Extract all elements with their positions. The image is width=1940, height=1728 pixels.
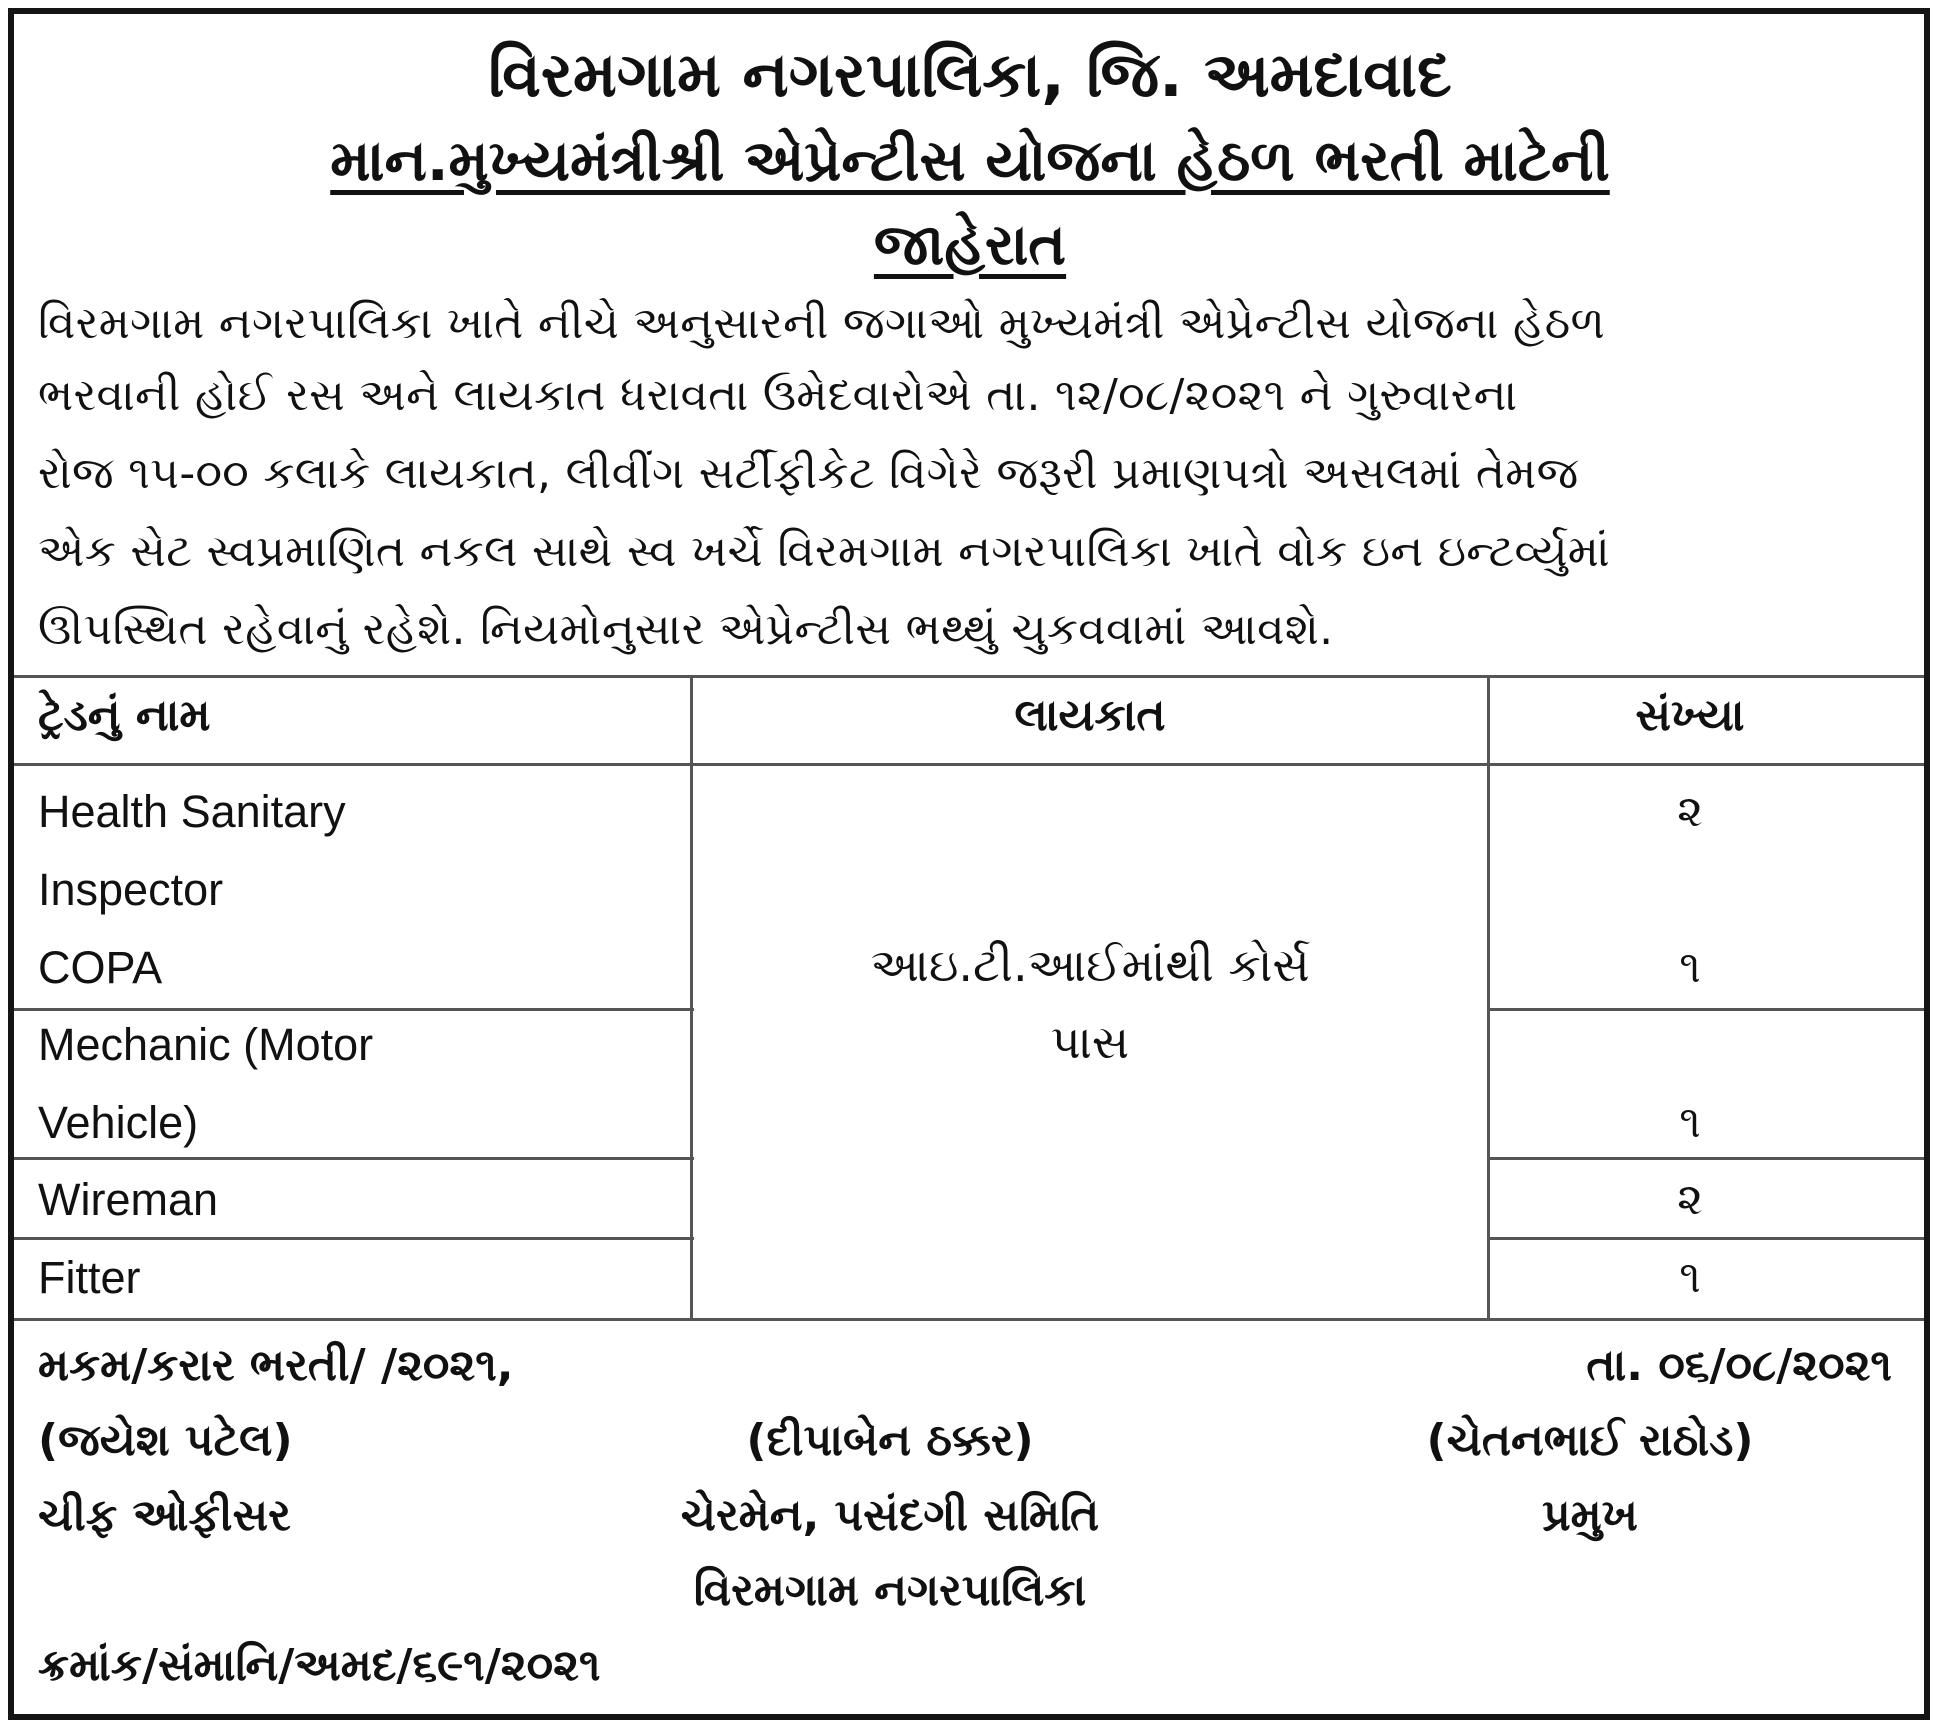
- trade-name: Health Sanitary: [38, 786, 346, 837]
- reference-number: મકમ/કરાર ભરતી/ /૨૦૨૧,: [38, 1340, 514, 1391]
- table-column-rule: [1487, 675, 1490, 1321]
- table-row-rule: [14, 1008, 694, 1011]
- qualification-text: આઇ.ટી.આઈમાંથી કોર્સ: [870, 938, 1310, 992]
- signatory-title-president: પ્રમુખ: [1542, 1490, 1638, 1541]
- vacancy-count: ૧: [1679, 1252, 1701, 1303]
- body-line: ઊપસ્થિત રહેવાનું રહેશે. નિયમોનુસાર એપ્રેન્ટીસ ભથ્થું ચુકવવામાં આવશે.: [38, 604, 1334, 655]
- vacancy-count: ૧: [1679, 1097, 1701, 1148]
- column-header-trade-name: ટ્રેડનું નામ: [38, 690, 211, 741]
- trade-name: Vehicle): [38, 1097, 199, 1148]
- signatory-name-president: (ચેતનભાઈ રાઠોડ): [1426, 1415, 1754, 1466]
- table-row-rule: [14, 1237, 694, 1240]
- signatory-name-chairman: (દીપાબેન ઠક્કર): [746, 1415, 1034, 1466]
- vacancy-count: ૨: [1677, 786, 1703, 837]
- trade-name: COPA: [38, 942, 163, 993]
- signatory-organization: વિરમગામ નગરપાલિકા: [693, 1565, 1087, 1616]
- qualification-text: પાસ: [1050, 1015, 1130, 1069]
- body-line: એક સેટ સ્વપ્રમાણિત નકલ સાથે સ્વ ખર્ચે વિરમગામ નગરપાલિકા ખાતે વોક ઇન ઇન્ટર્વ્યુમાં: [38, 526, 1610, 577]
- notice-subtitle: માન.મુખ્યમંત્રીશ્રી એપ્રેન્ટીસ યોજના હેઠળ ભરતી માટેની: [330, 128, 1610, 194]
- trade-name: Wireman: [38, 1174, 219, 1225]
- notice-title: વિરમગામ નગરપાલિકા, જિ. અમદાવાદ: [488, 38, 1452, 111]
- table-row-rule: [1488, 1157, 1924, 1160]
- notice-heading-advertisement: જાહેરાત: [873, 212, 1067, 278]
- table-row-rule: [1488, 1237, 1924, 1240]
- table-row-rule: [14, 1157, 694, 1160]
- body-line: ભરવાની હોઈ રસ અને લાયકાત ધરાવતા ઉમેદવારોએ તા. ૧૨/૦૮/૨૦૨૧ ને ગુરુવારના: [38, 370, 1518, 421]
- column-header-count: સંખ્યા: [1635, 690, 1745, 741]
- table-top-rule: [14, 675, 1924, 678]
- dispatch-reference: ક્રમાંક/સંમાનિ/અમદ/૬૯૧/૨૦૨૧: [38, 1640, 601, 1691]
- body-line: રોજ ૧૫-૦૦ કલાકે લાયકાત, લીવીંગ સર્ટીફીકેટ વિગેરે જરૂરી પ્રમાણપત્રો અસલમાં તેમજ: [38, 448, 1579, 499]
- body-line: વિરમગામ નગરપાલિકા ખાતે નીચે અનુસારની જગાઓ મુખ્યમંત્રી એપ્રેન્ટીસ યોજના હેઠળ: [38, 298, 1606, 349]
- notice-date: તા. ૦૬/૦૮/૨૦૨૧: [1586, 1340, 1892, 1391]
- vacancy-count: ૧: [1679, 942, 1701, 993]
- signatory-name-chief-officer: (જયેશ પટેલ): [38, 1415, 293, 1466]
- table-header-rule: [14, 763, 1924, 766]
- vacancy-count: ૨: [1677, 1174, 1703, 1225]
- trade-name: Inspector: [38, 864, 224, 915]
- table-column-rule: [690, 675, 693, 1321]
- table-row-rule: [1488, 1008, 1924, 1011]
- column-header-qualification: લાયકાત: [1014, 690, 1166, 741]
- table-bottom-rule: [14, 1318, 1924, 1321]
- trade-name: Fitter: [38, 1252, 141, 1303]
- trade-name: Mechanic (Motor: [38, 1019, 374, 1070]
- signatory-title-chief-officer: ચીફ ઓફીસર: [38, 1490, 291, 1541]
- signatory-title-chairman: ચેરમેન, પસંદગી સમિતિ: [680, 1490, 1100, 1541]
